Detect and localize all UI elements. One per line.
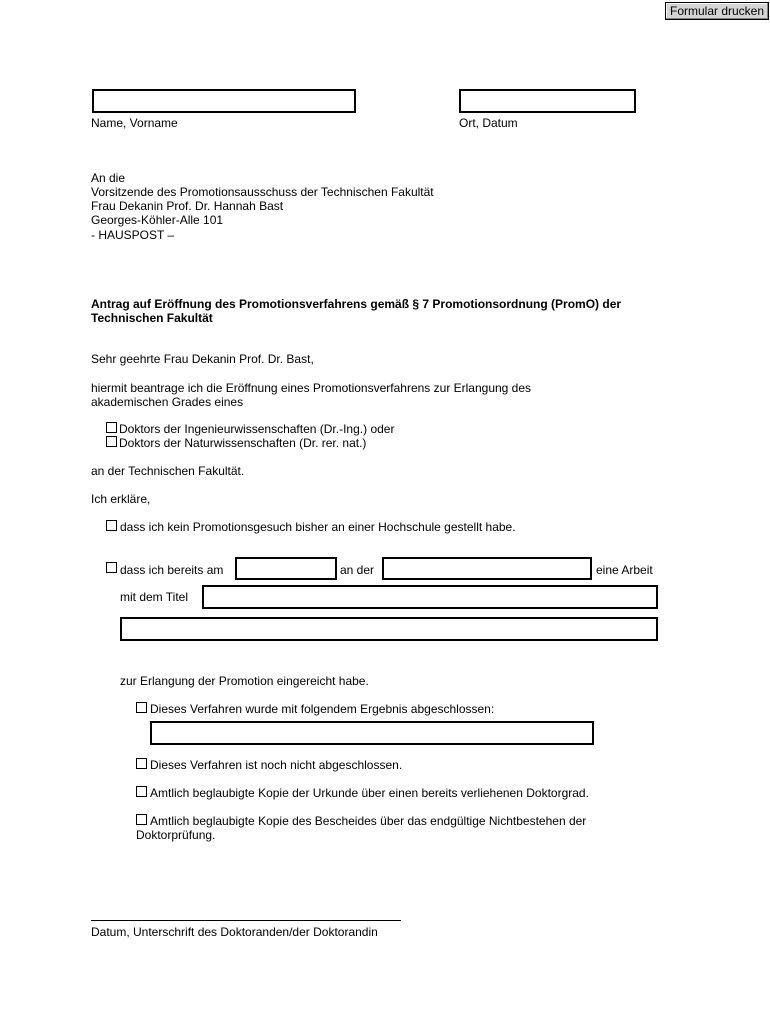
opt-completed-label: Dieses Verfahren wurde mit folgendem Ergebnis abgeschlossen:	[150, 702, 495, 716]
checkbox-certificate-copy[interactable]	[136, 786, 147, 797]
degree-label-dr-rer-nat: Doktors der Naturwissenschaften (Dr. rer. nat.)	[119, 436, 367, 450]
signature-label: Datum, Unterschrift des Doktoranden/der Doktorandin	[91, 925, 378, 939]
subject-heading-line2: Technischen Fakultät	[91, 311, 213, 325]
checkbox-not-completed[interactable]	[136, 758, 147, 769]
checkbox-completed[interactable]	[136, 702, 147, 713]
previous-university-field[interactable]	[382, 557, 592, 580]
opt-failure-label-line2: Doktorprüfung.	[136, 828, 216, 842]
address-line: An die	[91, 171, 126, 185]
checkbox-failure-notice[interactable]	[136, 814, 147, 825]
declare-text: Ich erkläre,	[91, 492, 151, 506]
signature-line	[91, 920, 401, 921]
opt-not-completed-label: Dieses Verfahren ist noch nicht abgeschlossen.	[150, 758, 403, 772]
previous-date-field[interactable]	[235, 557, 337, 580]
decl-work-label: eine Arbeit	[596, 563, 653, 577]
checkbox-dr-ing[interactable]	[106, 422, 117, 433]
subject-heading: Antrag auf Eröffnung des Promotionsverfahrens gemäß § 7 Promotionsordnung (PromO) der	[91, 297, 622, 311]
address-line: Frau Dekanin Prof. Dr. Hannah Bast	[91, 199, 284, 213]
thesis-title-field-2[interactable]	[120, 617, 658, 641]
name-field[interactable]	[92, 89, 356, 113]
intro-text: hiermit beantrage ich die Eröffnung eines Promotionsverfahrens zur Erlangung des	[91, 381, 532, 395]
decl-previous-label: dass ich bereits am	[120, 563, 224, 577]
decl-at-label: an der	[340, 563, 375, 577]
thesis-title-field-1[interactable]	[202, 585, 658, 609]
checkbox-no-previous[interactable]	[106, 520, 117, 531]
opt-failure-label: Amtlich beglaubigte Kopie des Bescheides über das endgültige Nichtbestehen der	[150, 814, 587, 828]
address-line: Georges-Köhler-Alle 101	[91, 213, 224, 227]
submission-end-text: zur Erlangung der Promotion eingereicht habe.	[120, 674, 369, 688]
salutation: Sehr geehrte Frau Dekanin Prof. Dr. Bast,	[91, 352, 314, 366]
faculty-text: an der Technischen Fakultät.	[91, 464, 245, 478]
decl-no-previous-label: dass ich kein Promotionsgesuch bisher an einer Hochschule gestellt habe.	[120, 520, 516, 534]
degree-label-dr-ing: Doktors der Ingenieurwissenschaften (Dr.-Ing.) oder	[119, 422, 395, 436]
address-line: Vorsitzende des Promotionsausschuss der Technischen Fakultät	[91, 185, 434, 199]
place-date-field[interactable]	[459, 89, 636, 113]
checkbox-dr-rer-nat[interactable]	[106, 436, 117, 447]
place-date-label: Ort, Datum	[459, 116, 518, 130]
title-label: mit dem Titel	[120, 590, 189, 604]
result-field[interactable]	[150, 721, 594, 745]
address-line: - HAUSPOST –	[91, 228, 175, 242]
checkbox-previous-submission[interactable]	[106, 562, 117, 573]
intro-text: akademischen Grades eines	[91, 395, 244, 409]
print-form-button[interactable]: Formular drucken	[665, 2, 769, 20]
opt-certificate-label: Amtlich beglaubigte Kopie der Urkunde über einen bereits verliehenen Doktorgrad.	[150, 786, 589, 800]
name-label: Name, Vorname	[91, 116, 178, 130]
